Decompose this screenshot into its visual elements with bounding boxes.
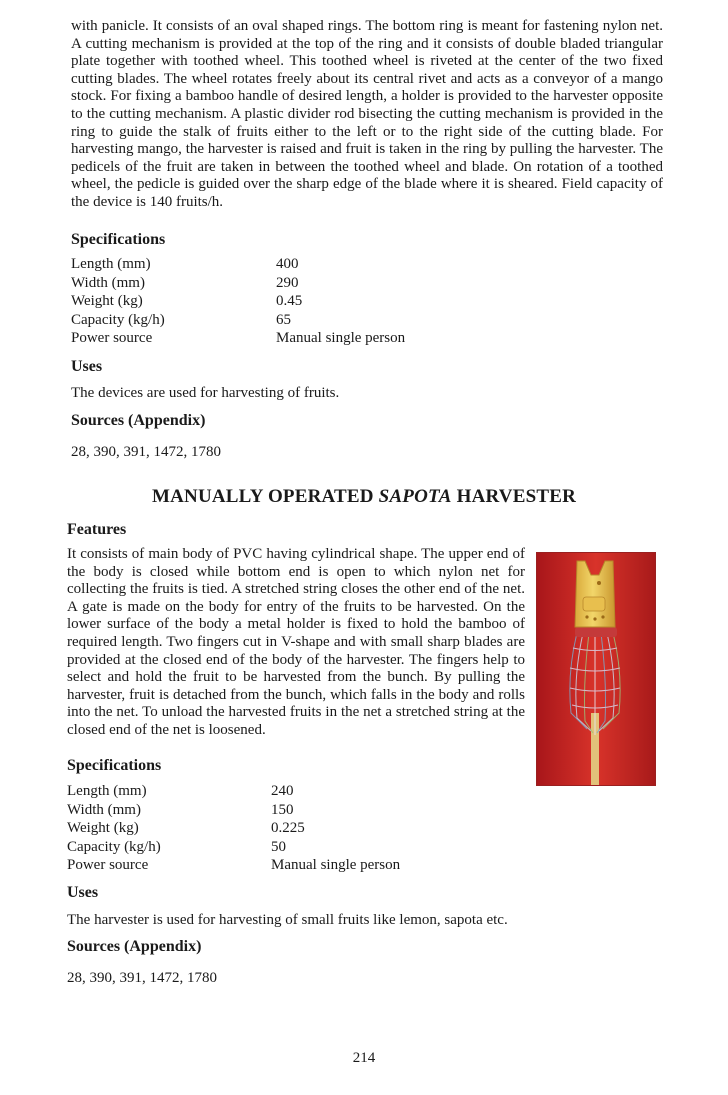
specifications-table-2 (67, 782, 400, 875)
intro-paragraph: with panicle. It consists of an oval shaped rings. The bottom ring is meant for fastening nylon net. A cutting mechanism is provided at the top of the ring and it consists of double bladed triangular plate together with toothed wheel. This toothed wheel is riveted at the center of the two fixed cutting blades. The wheel rotates freely about its central rivet and acts as a conveyor of a mango stock. For fixing a bamboo handle of desired length, a holder is provided to the harvester opposite to the cutting mechanism. A plastic divider rod bisecting the cutting mechanism is provided in the ring to guide the stalk of fruits either to the left or to the right side of the cutting blade. For harvesting mango, the harvester is raised and fruit is taken in the ring by pulling the harvester. The pedicels of the fruit are taken in between the toothed wheel and blade. On rotation of a toothed wheel, the pedicle is guided over the sharp edge of the blade where it is sheared. Field capacity of the device is 140 fruits/h. (71, 18, 663, 210)
spec-row (71, 255, 405, 274)
spec-value: 400 (276, 256, 299, 272)
spec-row (71, 292, 405, 311)
spec-row (67, 801, 400, 820)
features-heading: Features (67, 521, 127, 538)
spec-value: Manual single person (276, 330, 406, 346)
section-title (0, 486, 728, 508)
title-suffix: HARVESTER (451, 486, 577, 507)
title-prefix: MANUALLY OPERATED (151, 486, 379, 507)
spec-value: 65 (276, 311, 291, 328)
spec-row (67, 856, 400, 875)
spec-value: 290 (276, 274, 299, 291)
uses-text: The devices are used for harvesting of fruits. (71, 385, 340, 401)
page-number: 214 (352, 1050, 376, 1066)
spec-label: Length (mm) (67, 783, 147, 799)
spec-row (71, 311, 405, 330)
spec-row (67, 838, 400, 857)
spec-value: 0.225 (271, 820, 305, 836)
binding-band (575, 627, 617, 637)
spec-value: 50 (271, 838, 286, 855)
spec-row (71, 329, 405, 348)
spec-value: 0.45 (276, 293, 303, 309)
spec-label: Power source (71, 330, 153, 346)
spec-label: Length (mm) (71, 256, 151, 272)
spec-row (71, 274, 405, 293)
uses-heading: Uses (71, 358, 103, 375)
features-paragraph: It consists of main body of PVC having cylindrical shape. The upper end of the body is closed while bottom end is open to which nylon net for collecting the fruits is tied. A stretched string closes the other end of the net. A gate is made on the body for entry of the fruits to be harvested. On the lower surface of the body a metal holder is fixed to hold the bamboo of required length. Two fingers cut in V-shape and with small sharp blades are provided at the closed end of the body of the harvester. The fingers help to select and hold the fruit to be harvested from the bunch. By pulling the harvester, fruit is detached from the bunch, which falls in the body and rolls into the net. To unload the harvested fruits in the net a stretched string at the closed end of the net is loosened. (67, 546, 525, 738)
spec-label: Width (mm) (67, 801, 141, 818)
spec-value: 240 (271, 783, 294, 799)
spec-label: Weight (kg) (67, 820, 139, 836)
sources-heading: Sources (Appendix) (71, 412, 206, 429)
sources-heading-2: Sources (Appendix) (67, 938, 202, 955)
uses-text-2: The harvester is used for harvesting of small fruits like lemon, sapota etc. (67, 912, 508, 928)
sapota-harvester-photo (536, 552, 656, 786)
spec-value: 150 (271, 801, 294, 818)
spec-label: Power source (67, 857, 149, 873)
spec-value: Manual single person (271, 857, 401, 873)
entry-gate (583, 597, 605, 611)
spec-label: Width (mm) (71, 274, 145, 291)
specifications-heading: Specifications (71, 231, 166, 248)
spec-label: Capacity (kg/h) (67, 838, 161, 855)
harvester-illustration (537, 553, 655, 785)
uses-heading-2: Uses (67, 884, 99, 901)
spec-label: Capacity (kg/h) (71, 311, 165, 328)
spec-label: Weight (kg) (71, 293, 143, 309)
specifications-table (71, 255, 405, 348)
sources-text: 28, 390, 391, 1472, 1780 (71, 444, 221, 460)
spec-row (67, 819, 400, 838)
spec-row (67, 782, 400, 801)
title-italic: SAPOTA (378, 486, 452, 507)
sources-text-2: 28, 390, 391, 1472, 1780 (67, 970, 217, 986)
specifications-heading-2: Specifications (67, 757, 162, 774)
